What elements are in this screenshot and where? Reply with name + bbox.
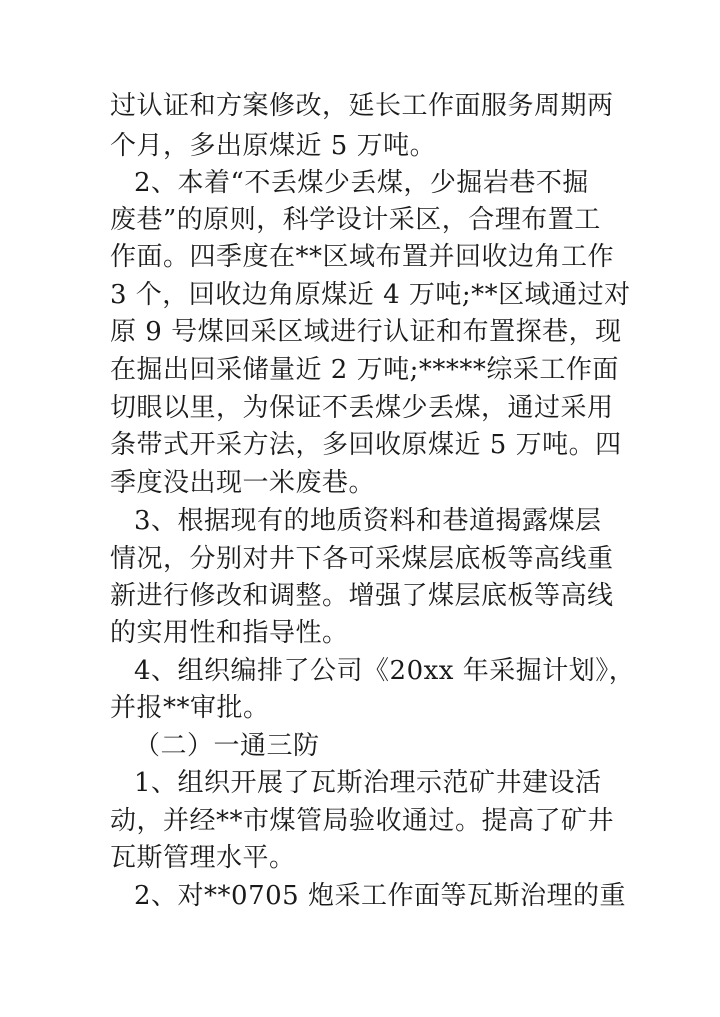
text-line: 情况，分别对井下各可采煤层底板等高线重 — [110, 544, 614, 574]
section-heading: （二）一通三防 — [134, 731, 320, 761]
paragraph-start-line: 4、组织编排了公司《20xx 年采掘计划》， — [134, 656, 636, 686]
text-line: 并报**审批。 — [110, 693, 270, 723]
paragraph-start-line: 1、组织开展了瓦斯治理示范矿井建设活 — [134, 768, 602, 798]
text-line: 新进行修改和调整。增强了煤层底板等高线 — [110, 581, 614, 611]
text-line: 季度没出现一米废巷。 — [110, 468, 376, 498]
paragraph-start-line: 2、本着“不丢煤少丢煤，少掘岩巷不掘 — [134, 168, 589, 198]
text-line: 原 9 号煤回采区域进行认证和布置探巷，现 — [110, 317, 622, 347]
text-line: 作面。四季度在**区域布置并回收边角工作 — [110, 242, 615, 272]
text-line: 废巷”的原则，科学设计采区，合理布置工 — [110, 205, 601, 235]
text-line: 条带式开采方法，多回收原煤近 5 万吨。四 — [110, 430, 622, 460]
paragraph-start-line: 3、根据现有的地质资料和巷道揭露煤层 — [134, 506, 602, 536]
text-line: 动，并经**市煤管局验收通过。提高了矿井 — [110, 806, 615, 836]
text-line: 瓦斯管理水平。 — [110, 843, 296, 873]
text-line: 切眼以里，为保证不丢煤少丢煤，通过采用 — [110, 393, 614, 423]
paragraph-start-line: 2、对**0705 炮采工作面等瓦斯治理的重 — [134, 881, 626, 911]
text-line: 3 个，回收边角原煤近 4 万吨;**区域通过对 — [110, 280, 631, 310]
text-line: 过认证和方案修改，延长工作面服务周期两 — [110, 91, 614, 121]
text-line: 在掘出回采储量近 2 万吨;*****综采工作面 — [110, 355, 619, 385]
text-line: 个月，多出原煤近 5 万吨。 — [110, 131, 437, 161]
text-line: 的实用性和指导性。 — [110, 618, 349, 648]
